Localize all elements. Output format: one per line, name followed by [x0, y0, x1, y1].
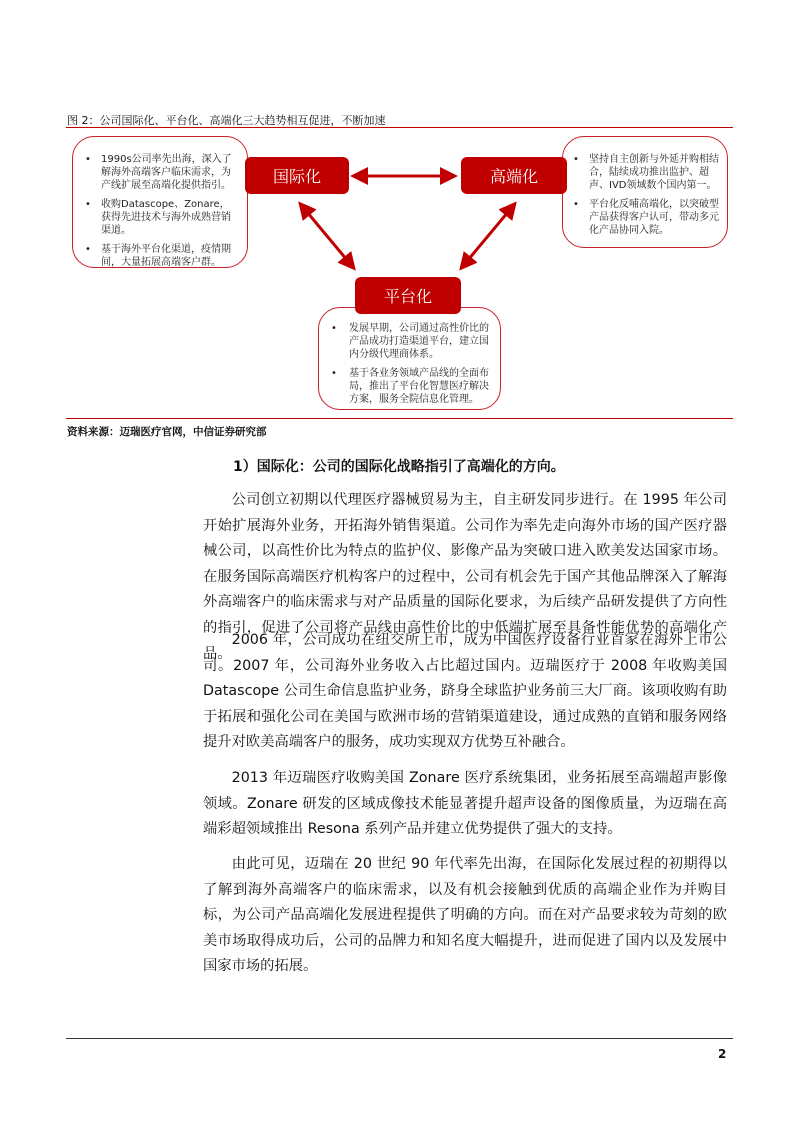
bullet: • 1990s公司率先出海，深入了解海外高端客户临床需求，为产线扩展至高端化提供指引。 [81, 153, 237, 192]
node-platform: 平台化 [355, 277, 461, 314]
figure-bottom-rule [66, 418, 733, 419]
paragraph: 公司创立初期以代理医疗器械贸易为主，自主研发同步进行。在 1995 年公司开始扩展海外业务，开拓海外销售渠道。公司作为率先走向海外市场的国产医疗器械公司，以高性价比为特点的监护仪、影像产品为突破口进入欧美发达国家市场。在服务国际高端医疗机构客户的过程中，公司有机会先于国产其他品牌深入了解海外高端客户的临床需求与对产品质量的国际化要求，为后续产品研发提供了方向性的指引，促进了公司将产品线由高性价比的中低端扩展至具备性能优势的高端化产品。 [203, 492, 727, 662]
arrow-international-platform [302, 206, 352, 266]
bullet: • 收购Datascope、Zonare，获得先进技术与海外成熟营销渠道。 [81, 198, 237, 237]
bullet: • 平台化反哺高端化，以突破型产品获得客户认可，带动多元化产品协同入院。 [569, 198, 719, 237]
high-end-box [562, 136, 728, 248]
figure-title: 图 2：公司国际化、平台化、高端化三大趋势相互促进，不断加速 [67, 114, 386, 127]
bullet: • 发展早期，公司通过高性价比的产品成功打造渠道平台，建立国内分级代理商体系。 [327, 322, 492, 361]
paragraph: 由此可见，迈瑞在 20 世纪 90 年代率先出海，在国际化发展过程的初期得以了解到海外高端客户的临床需求，以及有机会接触到优质的高端企业作为并购目标，为公司产品高端化发展进程提供了明确的方向。而在对产品要求较为苛刻的欧美市场取得成功后，公司的品牌力和知名度大幅提升，进而促进了国内以及发展中国家市场的拓展。 [203, 856, 727, 975]
international-box [72, 136, 248, 268]
bullet: • 坚持自主创新与外延并购相结合，陆续成功推出监护、超声、IVD领域数个国内第一。 [569, 153, 719, 192]
platform-box [318, 307, 501, 410]
figure-source: 资料来源：迈瑞医疗官网，中信证券研究部 [67, 426, 267, 438]
footer-rule [66, 1038, 733, 1039]
section-heading: 1）国际化：公司的国际化战略指引了高端化的方向。 [233, 459, 565, 475]
paragraph: 2013 年迈瑞医疗收购美国 Zonare 医疗系统集团，业务拓展至高端超声影像领域。Zonare 研发的区域成像技术能显著提升超声设备的图像质量，为迈瑞在高端彩超领域推出 Resona 系列产品并建立优势提供了强大的支持。 [203, 770, 727, 838]
node-international: 国际化 [245, 157, 349, 194]
node-high-end: 高端化 [461, 157, 567, 194]
page-number: 2 [718, 1047, 727, 1061]
arrow-highend-platform [463, 206, 513, 266]
bullet: • 基于海外平台化渠道，疫情期间，大量拓展高端客户群。 [81, 243, 237, 269]
paragraph: 2006 年，公司成功在纽交所上市，成为中国医疗设备行业首家在海外上市公司。2007 年，公司海外业务收入占比超过国内。迈瑞医疗于 2008 年收购美国 Datascope 公司生命信息监护业务，跻身全球监护业务前三大厂商。该项收购有助于拓展和强化公司在美国与欧洲市场的营销渠道建设，通过成熟的直销和服务网络提升对欧美高端客户的服务，成功实现双方优势互补融合。 [203, 632, 727, 751]
bullet: • 基于各业务领域产品线的全面布局，推出了平台化智慧医疗解决方案，服务全院信息化管理。 [327, 367, 492, 406]
